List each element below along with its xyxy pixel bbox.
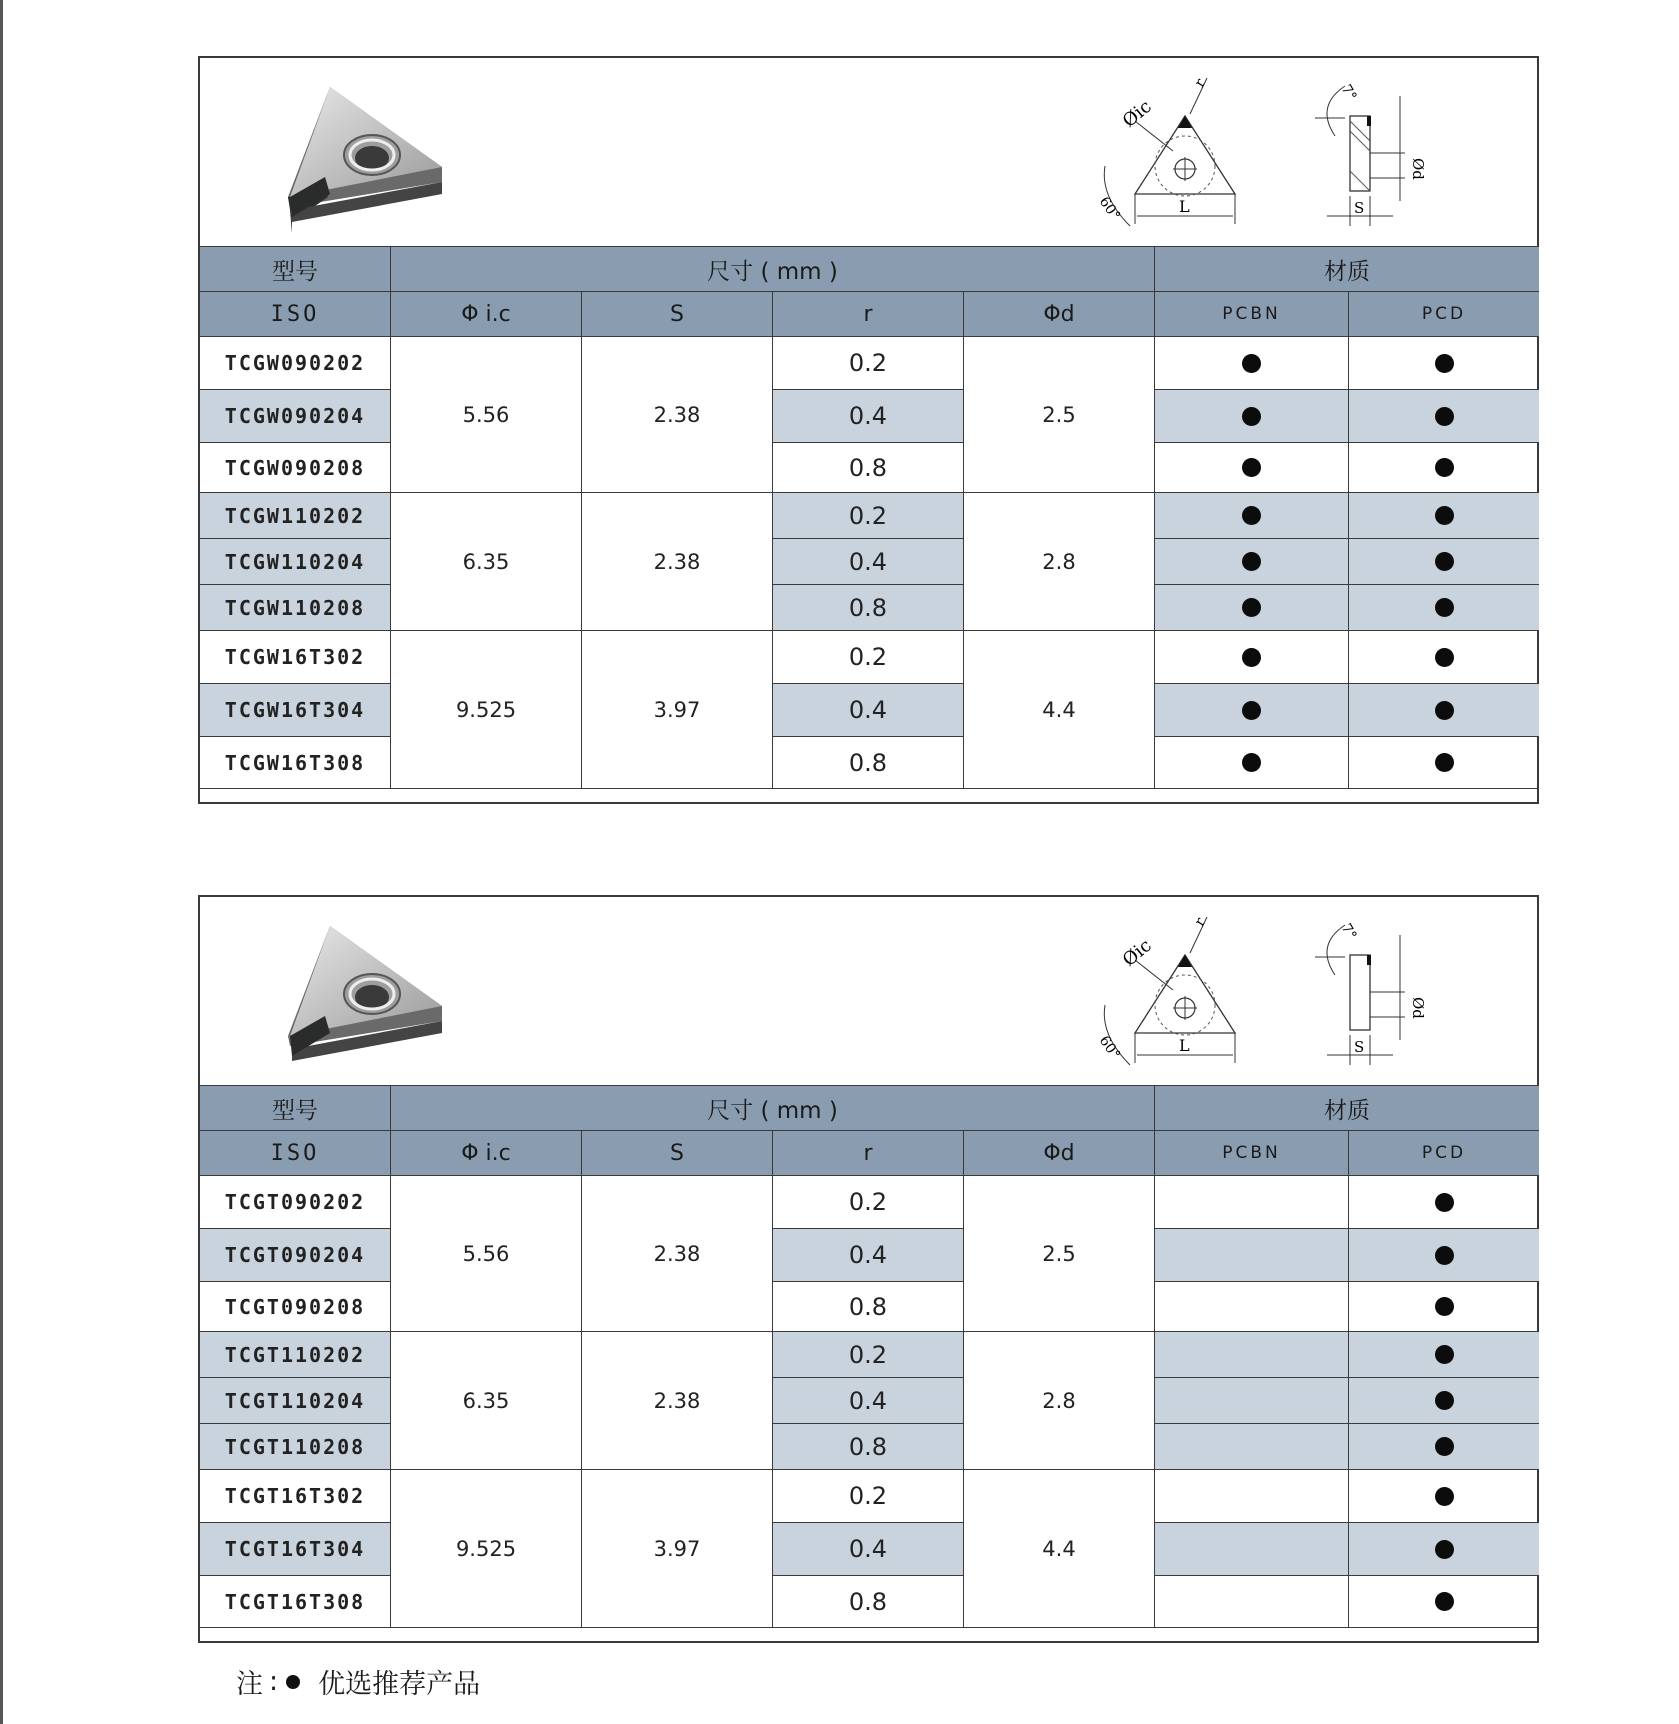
pcbn-cell — [1155, 684, 1349, 737]
recommended-dot-icon — [1242, 506, 1261, 525]
pcbn-cell — [1155, 1523, 1349, 1576]
iso-code-cell: TCGW16T304 — [200, 684, 391, 737]
s-label: S — [1354, 199, 1365, 217]
pcbn-header: PCBN — [1155, 1131, 1349, 1176]
pcd-cell — [1349, 1470, 1539, 1523]
radius-cell: 0.2 — [773, 1470, 964, 1523]
iso-code-cell: TCGW16T302 — [200, 631, 391, 684]
pcbn-cell — [1155, 1378, 1349, 1424]
model-header: 型号 — [200, 247, 391, 292]
radius-cell: 0.2 — [773, 1176, 964, 1229]
note-colon: : — [269, 1666, 279, 1697]
angle-60-label: 60° — [1095, 194, 1124, 224]
iso-code-cell: TCGT16T302 — [200, 1470, 391, 1523]
l-label: L — [1179, 1036, 1190, 1055]
recommended-dot-icon — [1435, 753, 1454, 772]
recommended-dot-icon — [1435, 458, 1454, 477]
pcd-cell — [1349, 684, 1539, 737]
radius-cell: 0.4 — [773, 539, 964, 585]
radius-cell: 0.4 — [773, 1229, 964, 1282]
iso-code-cell: TCGW16T308 — [200, 737, 391, 789]
pcd-header: PCD — [1349, 1131, 1539, 1176]
radius-cell: 0.8 — [773, 585, 964, 631]
pcd-cell — [1349, 1424, 1539, 1470]
recommended-dot-icon — [1435, 407, 1454, 426]
recommended-dot-icon — [1435, 1345, 1454, 1364]
pcbn-cell — [1155, 539, 1349, 585]
iso-code-cell: TCGT090204 — [200, 1229, 391, 1282]
angle-7-label: 7° — [1337, 921, 1360, 943]
r-label: r — [1191, 915, 1209, 929]
recommended-dot-icon — [1435, 648, 1454, 667]
d-header: Φd — [964, 292, 1155, 337]
radius-cell: 0.2 — [773, 1332, 964, 1378]
pcd-cell — [1349, 585, 1539, 631]
d-value-cell: 4.4 — [964, 1470, 1155, 1628]
pcbn-header: PCBN — [1155, 292, 1349, 337]
iso-code-cell: TCGT16T308 — [200, 1576, 391, 1628]
recommended-dot-icon — [1242, 648, 1261, 667]
pcd-cell — [1349, 631, 1539, 684]
pcbn-cell — [1155, 337, 1349, 390]
d-value-cell: 2.5 — [964, 337, 1155, 493]
recommended-dot-icon — [1435, 1391, 1454, 1410]
phi-ic-label: Øic — [1118, 935, 1156, 971]
iso-code-cell: TCGT110202 — [200, 1332, 391, 1378]
s-value-cell: 2.38 — [582, 1332, 773, 1470]
recommended-dot-icon — [1242, 701, 1261, 720]
recommended-dot-icon — [1435, 354, 1454, 373]
ic-header: Φ i.c — [391, 1131, 582, 1176]
radius-cell: 0.2 — [773, 493, 964, 539]
d-value-cell: 2.5 — [964, 1176, 1155, 1332]
d-value-cell: 2.8 — [964, 1332, 1155, 1470]
iso-code-cell: TCGW090204 — [200, 390, 391, 443]
recommended-dot-icon — [1435, 506, 1454, 525]
insert-front-diagram — [1085, 66, 1255, 241]
radius-cell: 0.8 — [773, 737, 964, 789]
iso-code-cell: TCGT090202 — [200, 1176, 391, 1229]
recommended-dot-icon — [1435, 1193, 1454, 1212]
size-header: 尺寸 ( mm ) — [391, 1086, 1155, 1131]
pcd-header: PCD — [1349, 292, 1539, 337]
d-value-cell: 2.8 — [964, 493, 1155, 631]
pcd-cell — [1349, 1332, 1539, 1378]
pcbn-cell — [1155, 1470, 1349, 1523]
d-label: Ød — [1409, 158, 1427, 180]
pcd-cell — [1349, 1576, 1539, 1628]
recommended-dot-icon — [1435, 701, 1454, 720]
triangle-insert-image — [270, 82, 450, 232]
ic-value-cell: 6.35 — [391, 493, 582, 631]
pcd-cell — [1349, 1229, 1539, 1282]
radius-cell: 0.2 — [773, 337, 964, 390]
pcd-cell — [1349, 737, 1539, 789]
pcbn-cell — [1155, 737, 1349, 789]
radius-cell: 0.4 — [773, 1378, 964, 1424]
r-header: r — [773, 1131, 964, 1176]
iso-header: ISO — [200, 292, 391, 337]
iso-code-cell: TCGW110204 — [200, 539, 391, 585]
product-hero — [200, 897, 1537, 1086]
s-value-cell: 3.97 — [582, 631, 773, 789]
iso-code-cell: TCGW090208 — [200, 443, 391, 493]
s-value-cell: 3.97 — [582, 1470, 773, 1628]
recommended-dot-icon — [1242, 458, 1261, 477]
radius-cell: 0.2 — [773, 631, 964, 684]
footnote — [236, 1662, 480, 1701]
iso-code-cell: TCGW110202 — [200, 493, 391, 539]
pcd-cell — [1349, 337, 1539, 390]
recommended-dot-icon — [286, 1675, 300, 1689]
recommended-dot-icon — [1435, 1487, 1454, 1506]
insert-front-diagram — [1085, 905, 1255, 1080]
recommended-dot-icon — [1435, 552, 1454, 571]
s-value-cell: 2.38 — [582, 1176, 773, 1332]
iso-code-cell: TCGW110208 — [200, 585, 391, 631]
insert-side-diagram — [1305, 905, 1445, 1080]
note-prefix: 注 — [236, 1669, 263, 1700]
radius-cell: 0.4 — [773, 1523, 964, 1576]
recommended-dot-icon — [1242, 354, 1261, 373]
d-label: Ød — [1409, 997, 1427, 1019]
ic-value-cell: 9.525 — [391, 1470, 582, 1628]
angle-7-label: 7° — [1337, 82, 1360, 104]
s-header: S — [582, 292, 773, 337]
iso-code-cell: TCGT110204 — [200, 1378, 391, 1424]
iso-code-cell: TCGT090208 — [200, 1282, 391, 1332]
radius-cell: 0.8 — [773, 1576, 964, 1628]
phi-ic-label: Øic — [1118, 96, 1156, 132]
pcbn-cell — [1155, 585, 1349, 631]
ic-value-cell: 9.525 — [391, 631, 582, 789]
pcbn-cell — [1155, 1176, 1349, 1229]
s-header: S — [582, 1131, 773, 1176]
radius-cell: 0.4 — [773, 390, 964, 443]
recommended-dot-icon — [1435, 1297, 1454, 1316]
iso-code-cell: TCGT16T304 — [200, 1523, 391, 1576]
page-left-rule — [0, 0, 3, 1724]
product-table-tcgt — [198, 895, 1539, 1643]
spec-grid — [200, 1086, 1537, 1628]
ic-value-cell: 5.56 — [391, 337, 582, 493]
iso-code-cell: TCGW090202 — [200, 337, 391, 390]
recommended-dot-icon — [1242, 407, 1261, 426]
pcd-cell — [1349, 1378, 1539, 1424]
radius-cell: 0.8 — [773, 443, 964, 493]
ic-value-cell: 6.35 — [391, 1332, 582, 1470]
s-label: S — [1354, 1038, 1365, 1056]
pcbn-cell — [1155, 631, 1349, 684]
recommended-dot-icon — [1242, 552, 1261, 571]
angle-60-label: 60° — [1095, 1033, 1124, 1063]
pcbn-cell — [1155, 443, 1349, 493]
insert-side-diagram — [1305, 66, 1445, 241]
recommended-dot-icon — [1242, 598, 1261, 617]
model-header: 型号 — [200, 1086, 391, 1131]
pcbn-cell — [1155, 493, 1349, 539]
triangle-insert-image — [270, 921, 450, 1071]
s-value-cell: 2.38 — [582, 493, 773, 631]
recommended-dot-icon — [1435, 598, 1454, 617]
ic-value-cell: 5.56 — [391, 1176, 582, 1332]
radius-cell: 0.8 — [773, 1424, 964, 1470]
r-header: r — [773, 292, 964, 337]
recommended-dot-icon — [1435, 1246, 1454, 1265]
pcbn-cell — [1155, 1282, 1349, 1332]
ic-header: Φ i.c — [391, 292, 582, 337]
pcbn-cell — [1155, 390, 1349, 443]
product-hero — [200, 58, 1537, 247]
l-label: L — [1179, 197, 1190, 216]
recommended-dot-icon — [1242, 753, 1261, 772]
material-header: 材质 — [1155, 1086, 1539, 1131]
d-header: Φd — [964, 1131, 1155, 1176]
size-header: 尺寸 ( mm ) — [391, 247, 1155, 292]
pcbn-cell — [1155, 1332, 1349, 1378]
recommended-dot-icon — [1435, 1540, 1454, 1559]
recommended-dot-icon — [1435, 1437, 1454, 1456]
pcd-cell — [1349, 493, 1539, 539]
pcbn-cell — [1155, 1424, 1349, 1470]
s-value-cell: 2.38 — [582, 337, 773, 493]
note-text: 优选推荐产品 — [318, 1669, 481, 1700]
pcd-cell — [1349, 1523, 1539, 1576]
pcd-cell — [1349, 443, 1539, 493]
pcbn-cell — [1155, 1229, 1349, 1282]
material-header: 材质 — [1155, 247, 1539, 292]
radius-cell: 0.4 — [773, 684, 964, 737]
pcd-cell — [1349, 1282, 1539, 1332]
pcd-cell — [1349, 1176, 1539, 1229]
r-label: r — [1191, 76, 1209, 90]
spec-grid — [200, 247, 1537, 789]
iso-code-cell: TCGT110208 — [200, 1424, 391, 1470]
d-value-cell: 4.4 — [964, 631, 1155, 789]
radius-cell: 0.8 — [773, 1282, 964, 1332]
pcbn-cell — [1155, 1576, 1349, 1628]
product-table-tcgw — [198, 56, 1539, 804]
iso-header: ISO — [200, 1131, 391, 1176]
pcd-cell — [1349, 539, 1539, 585]
recommended-dot-icon — [1435, 1592, 1454, 1611]
pcd-cell — [1349, 390, 1539, 443]
